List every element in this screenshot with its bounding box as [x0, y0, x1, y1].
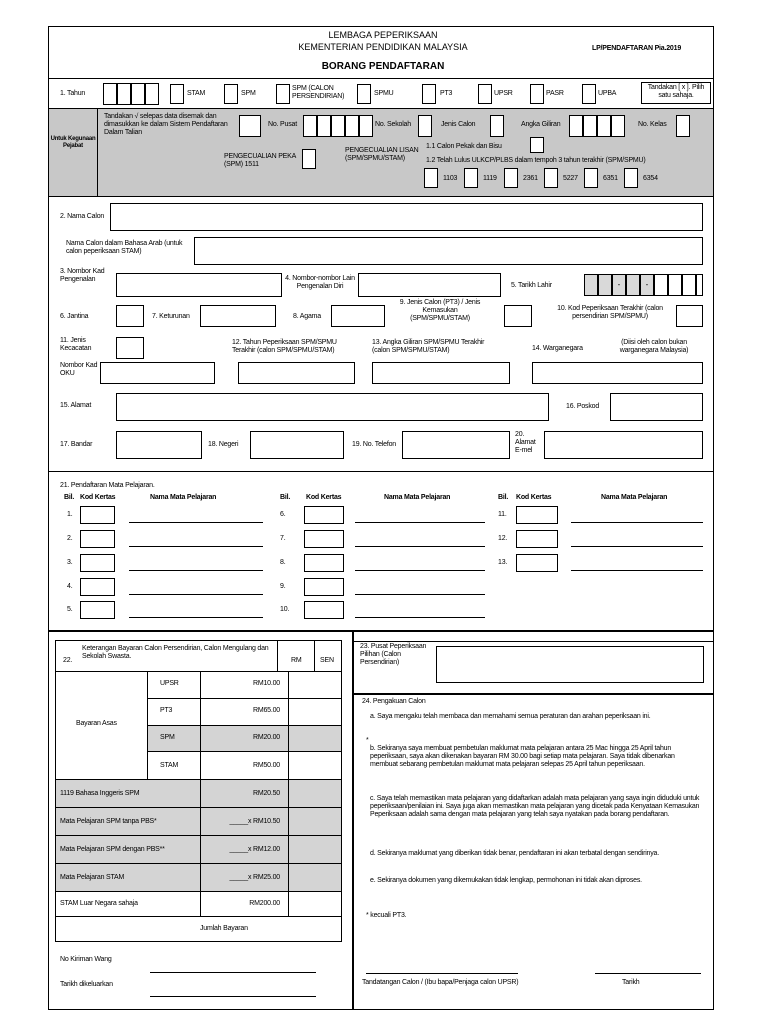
negeri-label: 18. Negeri: [208, 441, 239, 448]
tahun-label: 1. Tahun: [60, 90, 86, 97]
tahun-digit-3[interactable]: [131, 83, 145, 105]
subject-kod-9[interactable]: [304, 578, 344, 596]
telefon-label: 19. No. Telefon: [352, 441, 396, 448]
akuan-a: a. Saya mengaku telah membaca dan memahami semua peraturan dan arahan peperiksaan ini.: [370, 713, 651, 720]
subject-kod-6[interactable]: [304, 506, 344, 524]
fees-upsr-amount: RM10.00: [252, 680, 280, 687]
jantina-label: 6. Jantina: [60, 313, 89, 320]
bandar-input[interactable]: [116, 431, 202, 459]
fees-luar-amount: RM200.00: [249, 900, 280, 907]
fees-num: 22.: [63, 657, 73, 664]
exam-checkbox-pt3[interactable]: [422, 84, 436, 104]
angka-giliran-label: Angka Giliran: [521, 121, 561, 128]
fees-tanpa-amount: _____x RM10.50: [229, 818, 280, 825]
ic-input[interactable]: [116, 273, 282, 297]
exam-label-pt3: PT3: [440, 90, 453, 97]
no-pusat-digit-1[interactable]: [303, 115, 317, 137]
nama-arab-input[interactable]: [194, 237, 703, 265]
no-oku-label: Nombor Kad OKU: [60, 362, 98, 377]
personal-divider: [48, 471, 714, 472]
subject-nama-10[interactable]: [355, 617, 485, 618]
fees-title: Keterangan Bayaran Calon Persendirian, Calon Mengulang dan Sekolah Swasta.: [82, 645, 269, 660]
tahun-digit-4[interactable]: [145, 83, 159, 105]
office-note: Tandakan √ selepas data disemak dan dimasukkan ke dalam Sistem Pendaftaran Dalam Talian: [104, 113, 228, 136]
subject-kod-2[interactable]: [80, 530, 115, 548]
subject-nama-7[interactable]: [355, 546, 485, 547]
lisan-code-box-6354[interactable]: [624, 168, 638, 188]
tahun-digit-1[interactable]: [103, 83, 117, 105]
subjects-col-kod-1: Kod Kertas: [80, 494, 116, 501]
subject-nama-13[interactable]: [571, 570, 703, 571]
exam-label-upsr: UPSR: [494, 90, 513, 97]
subject-kod-8[interactable]: [304, 554, 344, 572]
akuan-star: *: [366, 737, 369, 744]
ic-other-input[interactable]: [358, 273, 501, 297]
lisan-code-6354: 6354: [643, 175, 658, 182]
jenis-kecacatan-label: 11. Jenis Kecacatan: [60, 337, 92, 352]
fees-head-line: [55, 671, 342, 672]
no-pusat-digit-2[interactable]: [317, 115, 331, 137]
fees-line-5: [55, 807, 342, 808]
subject-num-10: 10.: [280, 606, 290, 613]
tarikh-dikeluarkan-label: Tarikh dikeluarkan: [60, 981, 113, 988]
exam-label-pasr: PASR: [546, 90, 564, 97]
fees-tanpa-label: Mata Pelajaran SPM tanpa PBS*: [60, 818, 157, 825]
nama-arab-label: Nama Calon dalam Bahasa Arab (untuk calon peperiksaan STAM): [66, 240, 183, 255]
dob-y4[interactable]: [696, 274, 703, 296]
fees-vline-rm: [288, 671, 289, 916]
subject-nama-1[interactable]: [129, 522, 263, 523]
jenis-calon-pt3-input[interactable]: [504, 305, 532, 327]
no-oku-input[interactable]: [100, 362, 215, 384]
option-1-2: 1.2 Telah Lulus ULKCP/PLBS dalam tempoh 3 tahun terakhir (SPM/SPMU): [426, 157, 646, 164]
agama-label: 8. Agama: [293, 313, 321, 320]
subjects-col-kod-2: Kod Kertas: [306, 494, 342, 501]
pusat-divider: [353, 693, 714, 695]
fees-stam-asas-amount: RM50.00: [252, 762, 280, 769]
subject-kod-7[interactable]: [304, 530, 344, 548]
header-line1: LEMBAGA PEPERIKSAAN: [328, 30, 438, 40]
dob-y3[interactable]: [682, 274, 696, 296]
tarikh-dikeluarkan-line[interactable]: [150, 996, 316, 997]
lisan-code-box-1103[interactable]: [424, 168, 438, 188]
subject-nama-9[interactable]: [355, 594, 485, 595]
lisan-code-box-1119[interactable]: [464, 168, 478, 188]
warganegara-note: (Diisi oleh calon bukan warganegara Malaysia): [619, 339, 689, 354]
no-pusat-label: No. Pusat: [268, 121, 297, 128]
akuan-b: b. Sekiranya saya membuat pembetulan maklumat mata pelajaran antara 25 Mac hingga 25 April tahun peperiksaan, saya akan dikenakan bayaran RM 30.00 bagi setiap mata pelajaran. Saya tidak dibenarkan membuat sebarang pembetulan maklumat mata pelajaran selepas 25 April tahun peperiksaan.: [370, 745, 675, 768]
option-1-1: 1.1 Calon Pekak dan Bisu: [426, 143, 502, 150]
tandatangan-label: Tandatangan Calon / (Ibu bapa/Penjaga calon UPSR): [362, 979, 519, 986]
subject-num-5: 5.: [67, 606, 73, 613]
angka-giliran-digit-2[interactable]: [583, 115, 597, 137]
pengecualian-peka-label: PENGECUALIAN PEKA (SPM) 1511: [224, 153, 296, 168]
subjects-col-bil-3: Bil.: [498, 494, 509, 501]
fees-stam-label: Mata Pelajaran STAM: [60, 874, 125, 881]
no-kelas-label: No. Kelas: [638, 121, 667, 128]
tahun-terakhir-input[interactable]: [238, 362, 355, 384]
tahun-digit-2[interactable]: [117, 83, 131, 105]
warganegara-label: 14. Warganegara: [532, 345, 583, 352]
dob-d1[interactable]: [584, 274, 598, 296]
nama-input[interactable]: [110, 203, 703, 231]
no-kiriman-label: No Kiriman Wang: [60, 956, 112, 963]
exam-checkbox-spmu[interactable]: [357, 84, 371, 104]
fees-head-vline-2: [314, 640, 315, 672]
lisan-code-box-6351[interactable]: [584, 168, 598, 188]
akuan-d: d. Sekiranya maklumat yang diberikan tidak benar, pendaftaran ini akan terbatal dengan sendirinya.: [370, 850, 659, 857]
alamat-input[interactable]: [116, 393, 549, 421]
office-check-data[interactable]: [239, 115, 261, 137]
keturunan-label: 7. Keturunan: [152, 313, 190, 320]
fees-head-vline-1: [277, 640, 278, 672]
subject-nama-4[interactable]: [129, 594, 263, 595]
negeri-input[interactable]: [250, 431, 344, 459]
no-pusat-digit-4[interactable]: [345, 115, 359, 137]
jenis-kecacatan-input[interactable]: [116, 337, 144, 359]
subject-num-4: 4.: [67, 583, 73, 590]
subject-kod-10[interactable]: [304, 601, 344, 619]
akuan-title: 24. Pengakuan Calon: [362, 698, 426, 705]
subject-nama-5[interactable]: [129, 617, 263, 618]
exam-checkbox-pasr[interactable]: [530, 84, 544, 104]
subject-kod-13[interactable]: [516, 554, 558, 572]
exam-label-spmu: SPMU: [374, 90, 394, 97]
subject-num-6: 6.: [280, 511, 286, 518]
agama-input[interactable]: [331, 305, 385, 327]
subject-num-8: 8.: [280, 559, 286, 566]
subjects-divider: [48, 630, 714, 632]
bottom-center-divider: [352, 631, 354, 1009]
jenis-calon-label: Jenis Calon: [441, 121, 476, 128]
subjects-col-bil-1: Bil.: [64, 494, 75, 501]
subject-num-9: 9.: [280, 583, 286, 590]
kod-terakhir-label: 10. Kod Peperiksaan Terakhir (calon persendirian SPM/SPMU): [557, 305, 663, 320]
email-label: 20. Alamat E-mel: [515, 431, 536, 454]
fees-rm-header: RM: [291, 657, 302, 664]
no-kelas-box[interactable]: [676, 115, 690, 137]
exam-label-spm-persendirian: SPM (CALON PERSENDIRIAN): [292, 85, 345, 100]
dob-dash-2: [640, 274, 654, 296]
fees-line-3: [147, 751, 342, 752]
office-divider: [48, 196, 714, 197]
fees-line-9: [55, 916, 342, 917]
fees-bi-amount: RM20.50: [252, 790, 280, 797]
form-ref: LP/PENDAFTARAN Pia.2019: [592, 45, 682, 52]
lisan-code-box-5227[interactable]: [544, 168, 558, 188]
subject-kod-12[interactable]: [516, 530, 558, 548]
jantina-input[interactable]: [116, 305, 144, 327]
bandar-label: 17. Bandar: [60, 441, 93, 448]
pengecualian-lisan-label: PENGECUALIAN LISAN (SPM/SPMU/STAM): [345, 147, 419, 162]
dob-dash-2-text: -: [645, 280, 649, 289]
fees-bayaran-asas: Bayaran Asas: [76, 720, 117, 727]
fees-vline-amount: [200, 671, 201, 916]
akuan-footnote: * kecuali PT3.: [366, 912, 407, 919]
subjects-col-nama-2: Nama Mata Pelajaran: [384, 494, 451, 501]
tandatangan-line[interactable]: [366, 973, 518, 974]
tarikh-lahir-label: 5. Tarikh Lahir: [511, 282, 552, 289]
tandakan-note-text: Tandakan [ x ]. Pilih satu sahaja.: [647, 84, 705, 99]
fees-line-7: [55, 863, 342, 864]
subject-kod-5[interactable]: [80, 601, 115, 619]
tahun-terakhir-label: 12. Tahun Peperiksaan SPM/SPMU Terakhir (calon SPM/SPMU/STAM): [232, 339, 337, 354]
exam-checkbox-spm[interactable]: [224, 84, 238, 104]
fees-dengan-label: Mata Pelajaran SPM dengan PBS**: [60, 846, 165, 853]
fees-sen-header: SEN: [320, 657, 334, 664]
office-use-divider: [97, 109, 98, 196]
angka-giliran-digit-3[interactable]: [597, 115, 611, 137]
ic-other-label: 4. Nombor-nombor Lain Pengenalan Diri: [285, 275, 355, 290]
subject-nama-3[interactable]: [129, 570, 263, 571]
pusat-label: 23. Pusat Peperiksaan Pilihan (Calon Persendirian): [360, 643, 427, 666]
dob-y2[interactable]: [668, 274, 682, 296]
fees-jumlah-label: Jumlah Bayaran: [200, 925, 248, 932]
angka-giliran-digit-1[interactable]: [569, 115, 583, 137]
lisan-code-2361: 2361: [523, 175, 538, 182]
tarikh-label: Tarikh: [622, 979, 640, 986]
exam-checkbox-upsr[interactable]: [478, 84, 492, 104]
no-pusat-digit-5[interactable]: [359, 115, 373, 137]
fees-pt3-label: PT3: [160, 707, 173, 714]
no-kiriman-line[interactable]: [150, 972, 316, 973]
subject-nama-8[interactable]: [355, 570, 485, 571]
fees-luar-label: STAM Luar Negara sahaja: [60, 900, 138, 907]
lisan-code-6351: 6351: [603, 175, 618, 182]
subject-nama-12[interactable]: [571, 546, 703, 547]
subjects-title: 21. Pendaftaran Mata Pelajaran.: [60, 482, 155, 489]
exam-label-stam: STAM: [187, 90, 206, 97]
subject-num-2: 2.: [67, 535, 73, 542]
fees-stam-amount: _____x RM25.00: [229, 874, 280, 881]
subject-num-13: 13.: [498, 559, 508, 566]
subject-kod-3[interactable]: [80, 554, 115, 572]
dob-y1[interactable]: [654, 274, 668, 296]
option-1-1-box[interactable]: [530, 137, 544, 153]
akuan-e: e. Sekiranya dokumen yang dikemukakan tidak lengkap, permohonan ini tidak akan diproses.: [370, 877, 642, 884]
lisan-code-box-2361[interactable]: [504, 168, 518, 188]
fees-bi-label: 1119 Bahasa Inggeris SPM: [60, 790, 140, 797]
lisan-code-5227: 5227: [563, 175, 578, 182]
fees-dengan-amount: _____x RM12.00: [229, 846, 280, 853]
office-use-label: Untuk Kegunaan Pejabat: [50, 136, 96, 149]
exam-checkbox-spm-persendirian[interactable]: [276, 84, 290, 104]
subjects-col-nama-3: Nama Mata Pelajaran: [601, 494, 668, 501]
email-input[interactable]: [544, 431, 703, 459]
lisan-code-1119: 1119: [483, 175, 497, 182]
subject-num-12: 12.: [498, 535, 508, 542]
subject-kod-11[interactable]: [516, 506, 558, 524]
fees-line-1: [147, 698, 342, 699]
header-line2: KEMENTERIAN PENDIDIKAN MALAYSIA: [298, 42, 468, 52]
subject-num-3: 3.: [67, 559, 73, 566]
angka-terakhir-label: 13. Angka Giliran SPM/SPMU Terakhir (calon SPM/SPMU/STAM): [372, 339, 485, 354]
jenis-calon-box[interactable]: [490, 115, 504, 137]
telefon-input[interactable]: [402, 431, 510, 459]
fees-spm-amount: RM20.00: [252, 734, 280, 741]
pusat-input[interactable]: [436, 646, 704, 683]
subject-num-11: 11.: [498, 511, 507, 518]
fees-line-4: [55, 779, 342, 780]
subject-num-7: 7.: [280, 535, 286, 542]
fees-stam-asas-label: STAM: [160, 762, 179, 769]
warganegara-input[interactable]: [532, 362, 703, 384]
no-sekolah-box[interactable]: [418, 115, 432, 137]
kod-terakhir-input[interactable]: [676, 305, 703, 327]
ic-label: 3. Nombor Kad Pengenalan: [60, 268, 105, 283]
fees-pt3-amount: RM65.00: [252, 707, 280, 714]
tarikh-line[interactable]: [595, 973, 701, 974]
jenis-calon-pt3-label: 9. Jenis Calon (PT3) / Jenis Kemasukan (SPM/SPMU/STAM): [399, 299, 481, 322]
subject-num-1: 1.: [67, 511, 73, 518]
dob-d2[interactable]: [598, 274, 612, 296]
fees-line-6: [55, 835, 342, 836]
dob-m1[interactable]: [626, 274, 640, 296]
nama-label: 2. Nama Calon: [60, 213, 105, 220]
fees-line-2: [147, 725, 342, 726]
exam-checkbox-upba[interactable]: [582, 84, 596, 104]
keturunan-input[interactable]: [200, 305, 276, 327]
form-title: BORANG PENDAFTARAN: [321, 61, 445, 72]
fees-upsr-label: UPSR: [160, 680, 179, 687]
exam-checkbox-stam[interactable]: [170, 84, 184, 104]
subject-kod-1[interactable]: [80, 506, 115, 524]
alamat-label: 15. Alamat: [60, 402, 92, 409]
bottom-top-line-right: [353, 641, 714, 642]
header-divider: [48, 78, 714, 79]
angka-giliran-digit-4[interactable]: [611, 115, 625, 137]
poskod-input[interactable]: [610, 393, 703, 421]
lisan-code-1103: 1103: [443, 175, 458, 182]
fees-spm-label: SPM: [160, 734, 175, 741]
exam-label-upba: UPBA: [598, 90, 617, 97]
dob-dash-1: [612, 274, 626, 296]
akuan-c: c. Saya telah memastikan mata pelajaran yang didaftarkan adalah mata pelajaran yang saya ingin diduduki untuk peperiksaan/penilaian ini. Saya juga akan memastikan mata pelajaran yang dicetak pada Kenyataan Kemasukan Peperiksaan adalah sama dengan mata pelajaran yang telah saya nyatakan pada borang pendaftaran.: [370, 795, 700, 818]
angka-terakhir-input[interactable]: [372, 362, 510, 384]
subjects-col-nama-1: Nama Mata Pelajaran: [150, 494, 217, 501]
no-pusat-digit-3[interactable]: [331, 115, 345, 137]
dob-dash-1-text: -: [617, 280, 621, 289]
poskod-label: 16. Poskod: [566, 403, 600, 410]
subject-nama-11[interactable]: [571, 522, 703, 523]
subject-nama-2[interactable]: [129, 546, 263, 547]
exam-label-spm: SPM: [241, 90, 256, 97]
subjects-col-bil-2: Bil.: [280, 494, 291, 501]
subjects-col-kod-3: Kod Kertas: [516, 494, 552, 501]
fees-line-8: [55, 891, 342, 892]
pengecualian-peka-box[interactable]: [302, 149, 316, 169]
subject-kod-4[interactable]: [80, 578, 115, 596]
subject-nama-6[interactable]: [355, 522, 485, 523]
no-sekolah-label: No. Sekolah: [375, 121, 411, 128]
